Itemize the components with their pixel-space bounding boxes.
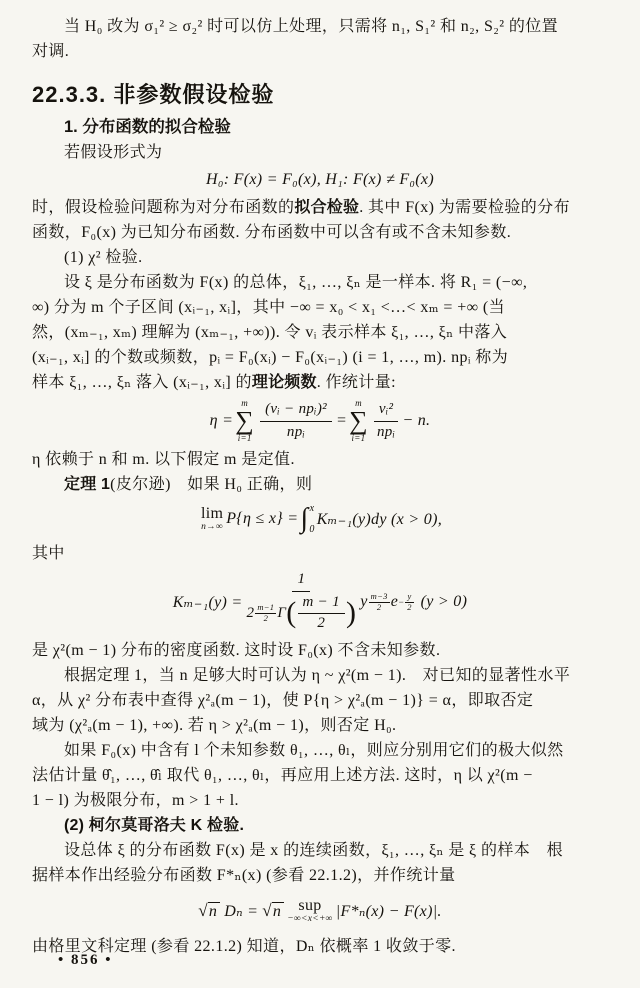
bold-term-fit-test: 拟合检验 bbox=[294, 199, 360, 216]
sup-operator: sup −∞<x<+∞ bbox=[287, 896, 333, 924]
radical-symbol: √ bbox=[198, 901, 208, 920]
bold-term-theoretical-frequency: 理论频数 bbox=[251, 374, 317, 391]
unknown-params-line-2: 法估计量 θ̂₁, …, θ̂ₗ 取代 θ₁, …, θₗ，再应用上述方法. 这时，η 以 χ²(m − bbox=[32, 767, 533, 784]
theorem-label: 定理 1 bbox=[64, 476, 111, 493]
hypothesis-formula-text: H₀: F(x) = F₀(x), H₁: F(x) ≠ F₀(x) bbox=[206, 171, 434, 188]
fraction: $\frac{\text{(vᵢ − npᵢ)²}}{\text{npᵢ}}$ bbox=[260, 400, 332, 442]
section-heading: 22.3.3. 非参数假设检验 bbox=[32, 82, 275, 107]
chi-square-test-title: (1) χ² 检验. bbox=[64, 249, 143, 266]
chi-paragraph-line-2: ∞) 分为 m 个子区间 (xᵢ₋₁, xᵢ]，其中 −∞ = x₀ < x₁ <…< xₘ = +∞ (当 bbox=[32, 299, 505, 316]
unknown-params-line-1: 如果 F₀(x) 中含有 l 个未知参数 θ₁, …, θₗ，则应分别用它们的极大似然 bbox=[64, 742, 564, 759]
kolmogorov-paragraph-line-1: 设总体 ξ 的分布函数 F(x) 是 x 的连续函数，ξ₁, …, ξₙ 是 ξ 的样本 根 bbox=[64, 842, 563, 859]
formula-hypotheses bbox=[32, 166, 608, 194]
density-note: 是 χ²(m − 1) 分布的密度函数. 这时设 F₀(x) 不含未知参数. bbox=[32, 642, 441, 659]
radical-symbol: √ bbox=[262, 901, 272, 920]
close-paren: ) bbox=[345, 596, 357, 630]
paragraph-fit-test-line-2: 函数，F₀(x) 为已知分布函数. 分布函数中可以含有或不含未知参数. bbox=[32, 224, 512, 241]
formula-dn-statistic: √ n Dₙ = √ n sup −∞<x<+∞ |F*ₙ(x) − F(x)|. bbox=[198, 896, 442, 924]
square-root: √ n bbox=[262, 901, 284, 921]
formula-eta-statistic: η = m ∑ i=1 $\frac{\text{(vᵢ − npᵢ)²}}{\text{npᵢ}}$ = m ∑ i=1 $\frac{\text{vᵢ²}}{\text{npᵢ}}$ − n. bbox=[209, 397, 431, 444]
paragraph-fit-test-line-1: 时，假设检验问题称为对分布函数的拟合检验. 其中 F(x) 为需要检验的分布 bbox=[32, 199, 570, 216]
summation-operator: m ∑ i=1 bbox=[349, 397, 368, 444]
square-root: √ n bbox=[198, 901, 220, 921]
chi-paragraph-line-3: 然，(xₘ₋₁, xₘ) 理解为 (xₘ₋₁, +∞)). 令 vᵢ 表示样本 ξ₁, …, ξₙ 中落入 bbox=[32, 324, 508, 341]
fraction: 1 2 m−1 2 Γ ( $\frac{m - 1}{2}$ ) bbox=[247, 570, 357, 634]
summation-operator: m ∑ i=1 bbox=[235, 397, 255, 444]
fraction: $\frac{\text{vᵢ²}}{\text{npᵢ}}$ bbox=[374, 400, 398, 442]
fraction: $\frac{m - 1}{2}$ bbox=[298, 593, 345, 634]
exponent-fraction: m−3 2 bbox=[370, 590, 388, 612]
integral-operator: ∫ x 0 bbox=[300, 503, 315, 535]
formula-density-k: Kₘ₋₁(y) = 1 2 m−1 2 Γ ( $\frac{m - 1}{2}$ ) y m−3 2 e − $\frac{y}{2}$ (y > 0) bbox=[32, 566, 608, 638]
eta-dependency-note: η 依赖于 n 和 m. 以下假定 m 是定值. bbox=[32, 451, 295, 468]
kolmogorov-test-title: (2) 柯尔莫哥洛夫 K 检验. bbox=[64, 817, 245, 834]
theorem-1-line: 定理 1(皮尔逊) 如果 H₀ 正确，则 bbox=[64, 476, 313, 493]
where-label: 其中 bbox=[32, 545, 65, 562]
glivenko-theorem-line: 由格里文科定理 (参看 22.1.2) 知道，Dₙ 依概率 1 收敛于零. bbox=[32, 938, 456, 955]
sigma-symbol: ∑ bbox=[235, 405, 255, 435]
apply-theorem-line-3: 域为 (χ²ₐ(m − 1), +∞). 若 η > χ²ₐ(m − 1)，则否定 H₀. bbox=[32, 717, 397, 734]
exponent-group: − $\frac{y}{2}$ bbox=[398, 590, 412, 612]
formula-limit-distribution: lim n→∞ P{η ≤ x} = ∫ x 0 Kₘ₋₁(y)dy (x > 0), bbox=[200, 503, 443, 535]
chi-paragraph-line-4: (xᵢ₋₁, xᵢ] 的个数或频数，pᵢ = F₀(xᵢ) − F₀(xᵢ₋₁) (i = 1, …, m). npᵢ 称为 bbox=[32, 349, 509, 366]
sigma-symbol: ∑ bbox=[349, 405, 368, 435]
apply-theorem-line-2: α，从 χ² 分布表中查得 χ²ₐ(m − 1)，使 P{η > χ²ₐ(m − 1)} = α，即取否定 bbox=[32, 692, 534, 709]
hypothesis-lead: 若假设形式为 bbox=[64, 144, 163, 161]
gamma-symbol: Γ bbox=[277, 604, 287, 621]
open-paren: ( bbox=[286, 596, 297, 630]
intro-line-2: 对调. bbox=[32, 43, 70, 60]
exponent-fraction: m−1 2 bbox=[257, 601, 275, 623]
kolmogorov-paragraph-line-2: 据样本作出经验分布函数 F*ₙ(x) (参看 22.1.2)，并作统计量 bbox=[32, 867, 456, 884]
chi-paragraph-line-5: 样本 ξ₁, …, ξₙ 落入 (xᵢ₋₁, xᵢ] 的理论频数. 作统计量: bbox=[32, 374, 396, 391]
apply-theorem-line-1: 根据定理 1，当 n 足够大时可认为 η ~ χ²(m − 1). 对已知的显著性水平 bbox=[64, 667, 571, 684]
chi-paragraph-line-1: 设 ξ 是分布函数为 F(x) 的总体，ξ₁, …, ξₙ 是一样本. 将 R₁ = (−∞, bbox=[64, 274, 528, 291]
integral-symbol: ∫ bbox=[300, 503, 309, 534]
subsection-title: 1. 分布函数的拟合检验 bbox=[64, 118, 231, 136]
limit-operator: lim n→∞ bbox=[200, 504, 224, 532]
intro-line-1: 当 H₀ 改为 σ₁² ≥ σ₂² 时可以仿上处理，只需将 n₁, S₁² 和 n₂, S₂² 的位置 bbox=[64, 18, 559, 35]
page-number: • 856 • bbox=[58, 952, 113, 968]
unknown-params-line-3: 1 − l) 为极限分布，m > 1 + l. bbox=[32, 792, 239, 809]
